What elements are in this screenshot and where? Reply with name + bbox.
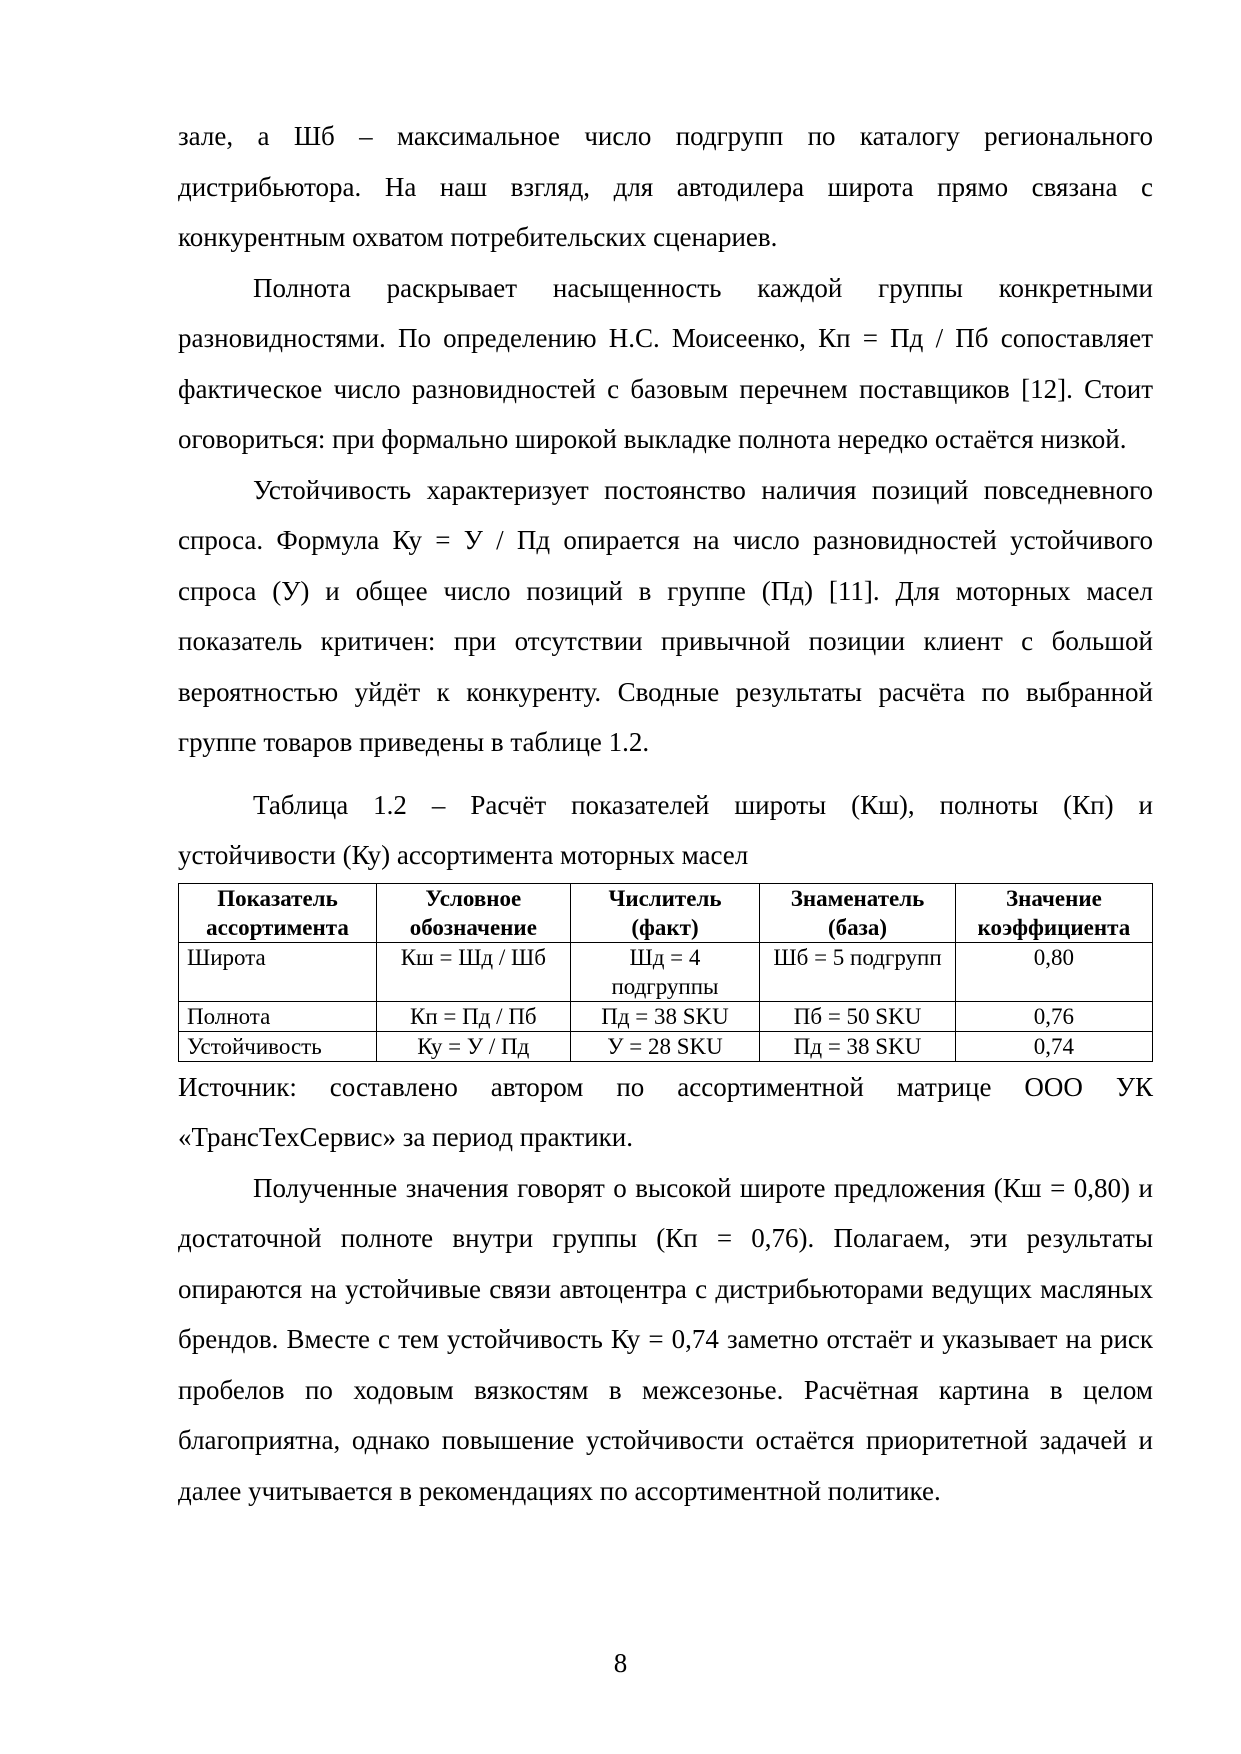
cell-indicator: Полнота xyxy=(179,1001,377,1031)
cell-notation: Ку = У / Пд xyxy=(377,1031,571,1061)
cell-value: 0,76 xyxy=(955,1001,1152,1031)
header-notation: Условное обозначение xyxy=(377,883,571,942)
page-number: 8 xyxy=(613,1648,628,1678)
header-numerator: Числитель (факт) xyxy=(570,883,760,942)
cell-value: 0,80 xyxy=(955,942,1152,1001)
paragraph-4: Полученные значения говорят о высокой широте предложения (Кш = 0,80) и достаточной полноте внутри группы (Кп = 0,76). Полагаем, эти результаты опираются на устойчивые связи автоцентра с дистрибьюторами ведущих масляных брендов. Вместе с тем устойчивость Ку = 0,74 заметно отстаёт и указывает на риск пробелов по ходовым вязкостям в межсезонье. Расчётная картина в целом благоприятна, однако повышение устойчивости остаётся приоритетной задачей и далее учитывается в рекомендациях по ассортиментной политике. xyxy=(178,1172,1153,1506)
cell-indicator: Широта xyxy=(179,942,377,1001)
table-row xyxy=(179,1031,1153,1061)
header-denominator: Знаменатель (база) xyxy=(760,883,955,942)
cell-denominator: Пд = 38 SKU xyxy=(760,1031,955,1061)
cell-numerator: Пд = 38 SKU xyxy=(570,1001,760,1031)
cell-indicator: Устойчивость xyxy=(179,1031,377,1061)
table-header-row xyxy=(179,883,1153,942)
table-row xyxy=(179,942,1153,1001)
cell-denominator: Пб = 50 SKU xyxy=(760,1001,955,1031)
cell-numerator: Шд = 4 подгруппы xyxy=(570,942,760,1001)
table-caption: Таблица 1.2 – Расчёт показателей широты (Кш), полноты (Кп) и устойчивости (Ку) ассортимента моторных масел xyxy=(178,789,1153,870)
cell-denominator: Шб = 5 подгрупп xyxy=(760,942,955,1001)
table-source-note: Источник: составлено автором по ассортиментной матрице ООО УК «ТрансТехСервис» за период практики. xyxy=(178,1071,1153,1152)
paragraph-1: зале, а Шб – максимальное число подгрупп по каталогу регионального дистрибьютора. На наш взгляд, для автодилера широта прямо связана с конкурентным охватом потребительских сценариев. xyxy=(178,121,1153,252)
header-value: Значение коэффициента xyxy=(955,883,1152,942)
header-indicator: Показатель ассортимента xyxy=(179,883,377,942)
table-row xyxy=(179,1001,1153,1031)
paragraph-2: Полнота раскрывает насыщенность каждой группы конкретными разновидностями. По определению Н.С. Моисеенко, Кп = Пд / Пб сопоставляет фактическое число разновидностей с базовым перечнем поставщиков [12]. Стоит оговориться: при формально широкой выкладке полнота нередко остаётся низкой. xyxy=(178,272,1153,454)
cell-notation: Кп = Пд / Пб xyxy=(377,1001,571,1031)
cell-numerator: У = 28 SKU xyxy=(570,1031,760,1061)
coefficients-table xyxy=(178,883,1153,1062)
cell-notation: Кш = Шд / Шб xyxy=(377,942,571,1001)
document-page xyxy=(178,111,1153,1516)
cell-value: 0,74 xyxy=(955,1031,1152,1061)
paragraph-3: Устойчивость характеризует постоянство наличия позиций повседневного спроса. Формула Ку = У / Пд опирается на число разновидностей устойчивого спроса (У) и общее число позиций в группе (Пд) [11]. Для моторных масел показатель критичен: при отсутствии привычной позиции клиент с большой вероятностью уйдёт к конкуренту. Сводные результаты расчёта по выбранной группе товаров приведены в таблице 1.2. xyxy=(178,474,1153,757)
